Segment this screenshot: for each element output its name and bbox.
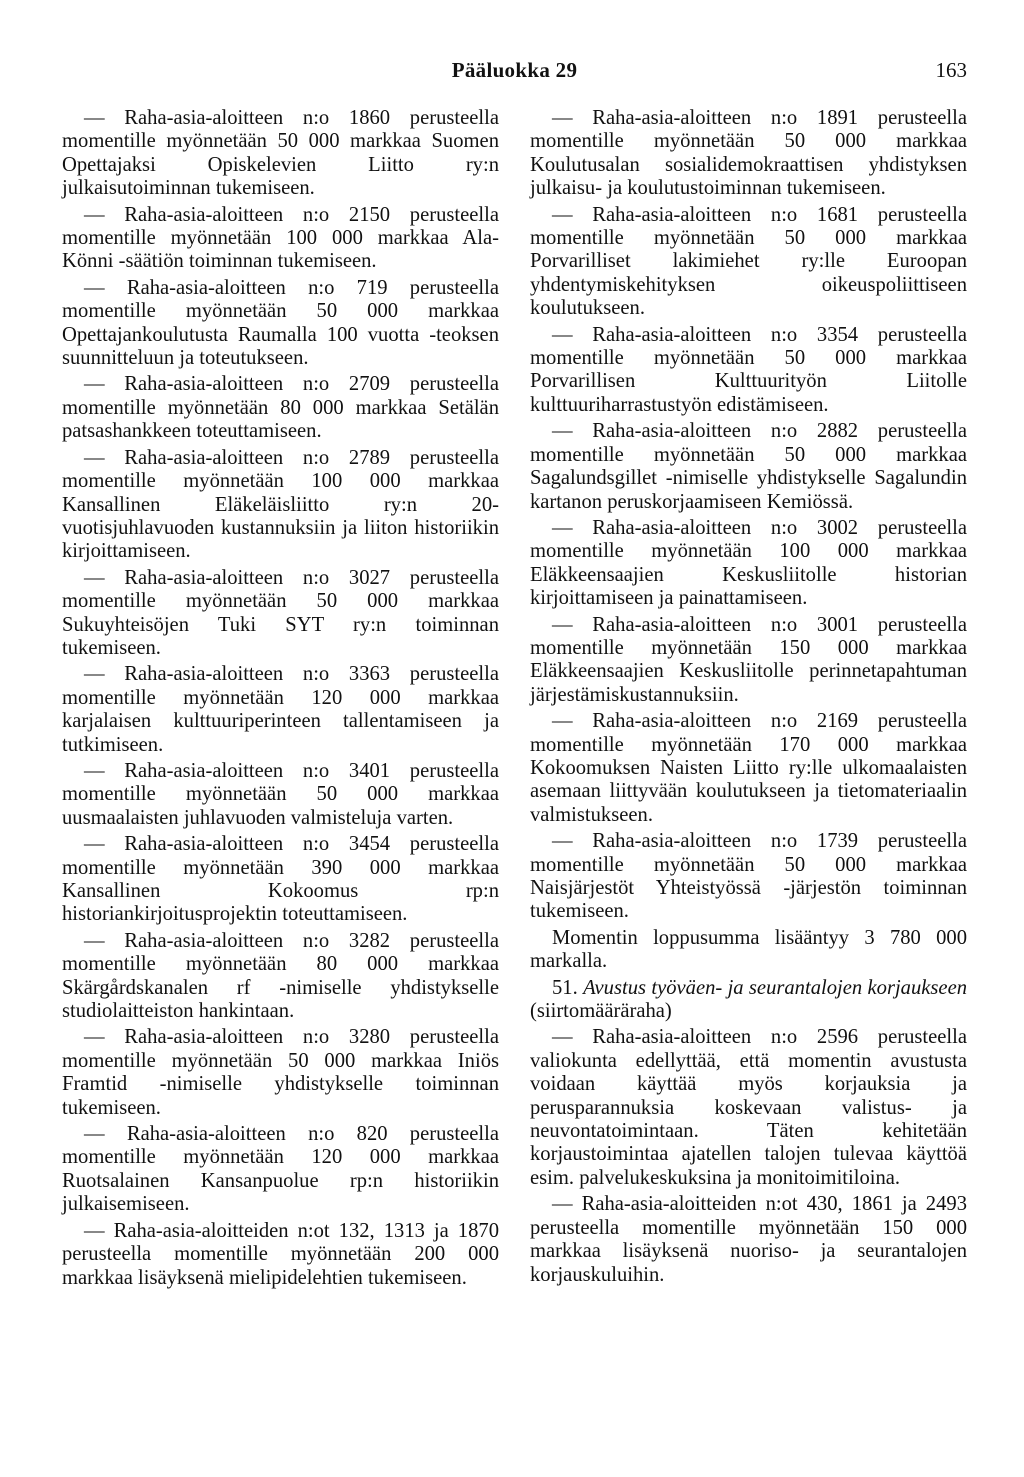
paragraph: — Raha-asia-aloitteen n:o 3354 perusteella momentille myönnetään 50 000 markkaa Porvarillisen Kulttuurityön Liitolle kulttuuriharrastustyön edistämiseen. xyxy=(530,323,967,416)
page-header xyxy=(62,58,967,88)
paragraph: — Raha-asia-aloitteen n:o 3454 perusteella momentille myönnetään 390 000 markkaa Kansallinen Kokoomus rp:n historiankirjoitusprojektin toteuttamiseen. xyxy=(62,833,499,926)
paragraph: — Raha-asia-aloitteen n:o 1860 perusteella momentille myönnetään 50 000 markkaa Suomen Opettajaksi Opiskelevien Liitto ry:n julkaisutoiminnan tukemiseen. xyxy=(62,107,499,200)
page-title: Pääluokka 29 xyxy=(451,58,578,82)
section-heading xyxy=(530,977,967,1024)
paragraph: — Raha-asia-aloitteen n:o 1891 perusteella momentille myönnetään 50 000 markkaa Koulutusalan sosialidemokraattisen yhdistyksen julkaisu- ja koulutustoiminnan tukemiseen. xyxy=(530,107,967,200)
paragraph: — Raha-asia-aloitteen n:o 1681 perusteella momentille myönnetään 50 000 markkaa Porvarilliset lakimiehet ry:lle Euroopan yhdentymiskehityksen oikeuspoliittiseen koulutukseen. xyxy=(530,203,967,320)
paragraph: — Raha-asia-aloitteen n:o 3280 perusteella momentille myönnetään 50 000 markkaa Iniös Framtid -nimiselle yhdistykselle toiminnan tukemiseen. xyxy=(62,1026,499,1119)
paragraph: — Raha-asia-aloitteiden n:ot 132, 1313 ja 1870 perusteella momentille myönnetään 200 000 markkaa lisäyksenä mielipidelehtien tukemiseen. xyxy=(62,1219,499,1289)
paragraph: — Raha-asia-aloitteen n:o 2709 perusteella momentille myönnetään 80 000 markkaa Setälän patsashankkeen toteuttamiseen. xyxy=(62,373,499,443)
section-number: 51. xyxy=(552,976,578,999)
paragraph: — Raha-asia-aloitteen n:o 1739 perusteella momentille myönnetään 50 000 markkaa Naisjärjestöt Yhteistyössä -järjestön toiminnan tukemiseen. xyxy=(530,830,967,923)
section-title: Avustus työväen- ja seurantalojen korjaukseen xyxy=(583,976,968,999)
paragraph: — Raha-asia-aloitteen n:o 719 perusteella momentille myönnetään 50 000 markkaa Opettajankoulutusta Raumalla 100 vuotta -teoksen suunnitteluun ja toteutukseen. xyxy=(62,276,499,370)
paragraph: — Raha-asia-aloitteen n:o 820 perusteella momentille myönnetään 120 000 markkaa Ruotsalainen Kansanpuolue rp:n historiikin julkaisemiseen. xyxy=(62,1123,499,1216)
section-suffix: (siirtomääräraha) xyxy=(530,1000,672,1023)
paragraph: — Raha-asia-aloitteen n:o 3401 perusteella momentille myönnetään 50 000 markkaa uusmaalaisten juhlavuoden valmisteluja varten. xyxy=(62,759,499,829)
paragraph: — Raha-asia-aloitteen n:o 3027 perusteella momentille myönnetään 50 000 markkaa Sukuyhteisöjen Tuki SYT ry:n toiminnan tukemiseen. xyxy=(62,566,499,659)
page-number: 163 xyxy=(935,58,967,82)
paragraph: — Raha-asia-aloitteen n:o 2596 perusteella valiokunta edellyttää, että momentin avustusta voidaan käyttää myös korjauksia ja perusparannuksia koskevaan valistus- ja neuvontatoimintaan. Täten kehitetään korjaustoimintaa ajatellen talojen tulevaa käyttöä esim. palvelukeskuksina ja monitoimitiloina. xyxy=(530,1026,967,1189)
paragraph: — Raha-asia-aloitteen n:o 3282 perusteella momentille myönnetään 80 000 markkaa Skärgårdskanalen rf -nimiselle yhdistykselle studiolaitteiston hankintaan. xyxy=(62,929,499,1023)
paragraph: — Raha-asia-aloitteen n:o 2789 perusteella momentille myönnetään 100 000 markkaa Kansallinen Eläkeläisliitto ry:n 20-vuotisjuhlavuoden kustannuksiin ja liiton historiikin kirjoittamiseen. xyxy=(62,446,499,563)
paragraph: — Raha-asia-aloitteen n:o 3363 perusteella momentille myönnetään 120 000 markkaa karjalaisen kulttuuriperinteen tallentamiseen ja tutkimiseen. xyxy=(62,663,499,756)
paragraph: Momentin loppusumma lisääntyy 3 780 000 markalla. xyxy=(530,926,967,973)
paragraph: — Raha-asia-aloitteen n:o 2150 perusteella momentille myönnetään 100 000 markkaa Ala-Könni -säätiön toiminnan tukemiseen. xyxy=(62,203,499,273)
paragraph: — Raha-asia-aloitteen n:o 3002 perusteella momentille myönnetään 100 000 markkaa Eläkkeensaajien Keskusliitolle historian kirjoittamiseen ja painattamiseen. xyxy=(530,516,967,610)
paragraph: — Raha-asia-aloitteen n:o 2169 perusteella momentille myönnetään 170 000 markkaa Kokoomuksen Naisten Liitto ry:lle ulkomaalaisten asemaan liittyvään koulutukseen ja tietomateriaalin valmistukseen. xyxy=(530,710,967,826)
paragraph: — Raha-asia-aloitteen n:o 3001 perusteella momentille myönnetään 150 000 markkaa Eläkkeensaajien Keskusliitolle perinnetapahtuman järjestämiskustannuksiin. xyxy=(530,613,967,706)
left-column xyxy=(62,107,499,1293)
paragraph: — Raha-asia-aloitteiden n:ot 430, 1861 ja 2493 perusteella momentille myönnetään 150 000 markkaa lisäyksenä nuoriso- ja seurantalojen korjauskuluihin. xyxy=(530,1193,967,1286)
paragraph: — Raha-asia-aloitteen n:o 2882 perusteella momentille myönnetään 50 000 markkaa Sagalundsgillet -nimiselle yhdistykselle Sagalundin kartanon peruskorjaamiseen Kemiössä. xyxy=(530,420,967,513)
right-column xyxy=(530,107,967,1290)
